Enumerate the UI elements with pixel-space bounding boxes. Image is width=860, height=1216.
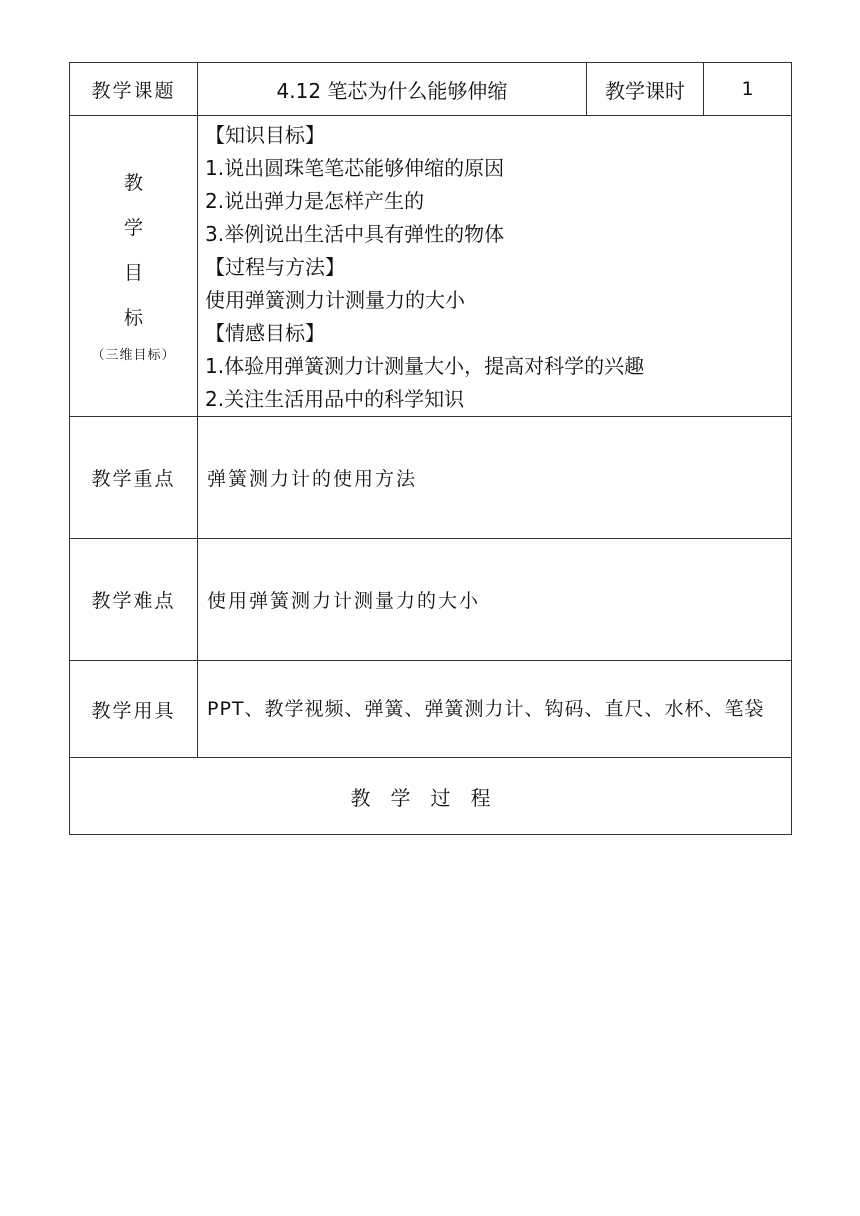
objective-item: 1.说出圆珠笔笔芯能够伸缩的原因 — [205, 156, 505, 180]
objective-heading-process: 【过程与方法】 — [205, 255, 345, 279]
objectives-label-char: 学 — [123, 217, 143, 239]
objective-item: 1.体验用弹簧测力计测量大小，提高对科学的兴趣 — [205, 354, 645, 378]
key-point-label: 教学重点 — [70, 417, 198, 539]
tools-label: 教学用具 — [70, 661, 198, 758]
difficulty-value: 使用弹簧测力计测量力的大小 — [198, 539, 792, 661]
objectives-row — [70, 116, 792, 417]
key-point-value: 弹簧测力计的使用方法 — [198, 417, 792, 539]
hours-label: 教学课时 — [587, 63, 704, 116]
objective-item: 使用弹簧测力计测量力的大小 — [205, 288, 465, 312]
objectives-label-char: 教 — [123, 172, 143, 194]
objectives-content — [198, 116, 792, 417]
key-point-row — [70, 417, 792, 539]
objectives-label — [70, 116, 198, 417]
objective-heading-knowledge: 【知识目标】 — [205, 123, 325, 147]
objective-item: 2.说出弹力是怎样产生的 — [205, 189, 425, 213]
hours-value: 1 — [704, 63, 792, 116]
objective-item: 3.举例说出生活中具有弹性的物体 — [205, 222, 505, 246]
topic-row — [70, 63, 792, 116]
tools-row — [70, 661, 792, 758]
tools-value: PPT、教学视频、弹簧、弹簧测力计、钩码、直尺、水杯、笔袋 — [198, 661, 792, 758]
lesson-plan-table — [69, 62, 792, 835]
objectives-label-char: 标 — [123, 307, 143, 329]
topic-value: 4.12 笔芯为什么能够伸缩 — [198, 63, 587, 116]
process-heading: 教学过程 — [70, 758, 792, 835]
topic-label: 教学课题 — [70, 63, 198, 116]
process-row — [70, 758, 792, 835]
objective-item: 2.关注生活用品中的科学知识 — [205, 387, 465, 411]
objectives-label-sub: （三维目标） — [91, 348, 176, 363]
difficulty-row — [70, 539, 792, 661]
objectives-label-char: 目 — [123, 262, 143, 284]
difficulty-label: 教学难点 — [70, 539, 198, 661]
objective-heading-emotion: 【情感目标】 — [205, 321, 325, 345]
